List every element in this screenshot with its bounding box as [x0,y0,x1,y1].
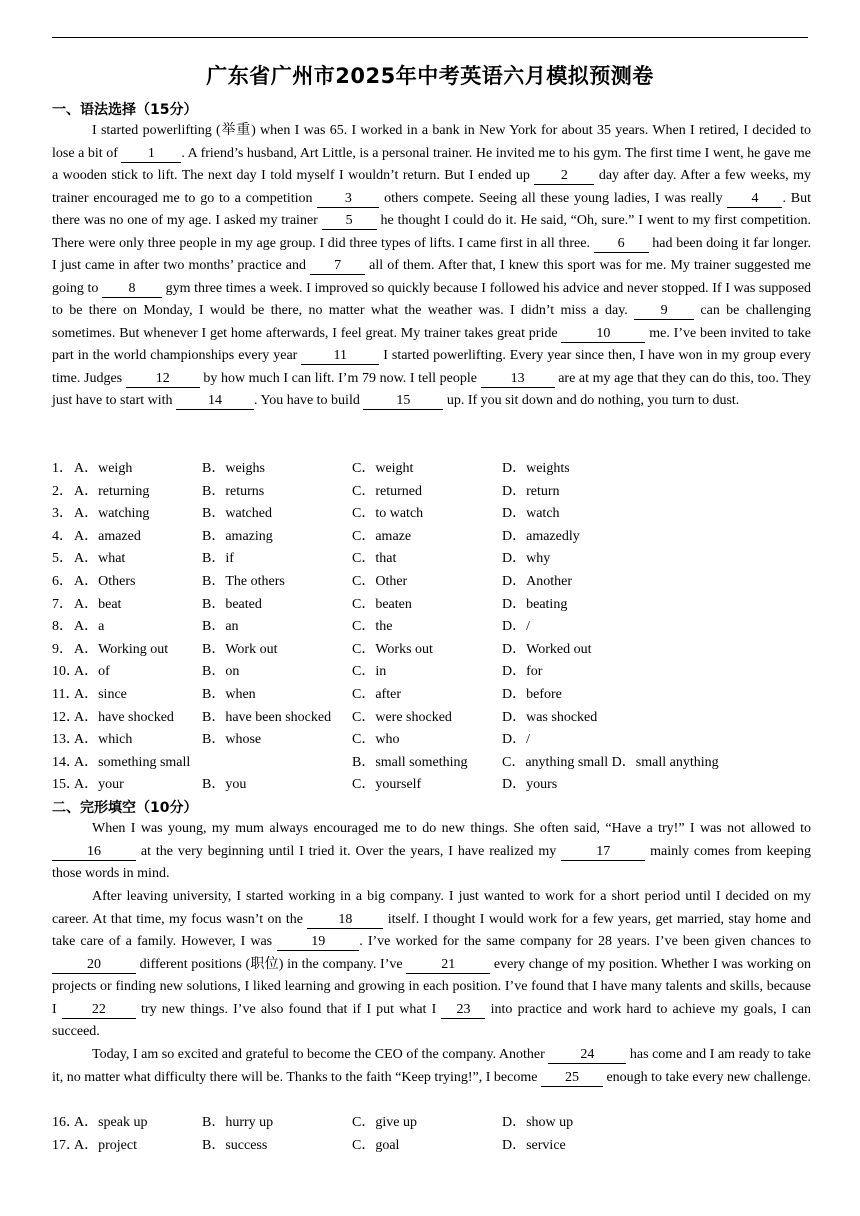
section1-options [52,458,812,797]
blank-9: 9 [634,302,694,320]
option-row-10: 10． A．of B．on C．in D．for [52,664,543,680]
blank-16: 16 [52,843,136,861]
section1-heading: 一、语法选择（15分） [52,102,198,118]
blank-24: 24 [548,1046,626,1064]
blank-10: 10 [561,325,645,343]
blank-12: 12 [126,370,200,388]
blank-20: 20 [52,956,136,974]
option-row-8: 8． A．a B．an C．the D．/ [52,619,530,635]
option-row-7: 7． A．beat B．beated C．beaten D．beating [52,596,568,612]
option-row-15: 15． A．your B．you C．yourself D．yours [52,777,558,793]
blank-13: 13 [481,370,555,388]
blank-7: 7 [310,257,365,275]
page-title: 广东省广州市2025年中考英语六月模拟预测卷 [206,64,654,88]
section2-para-2: After leaving university, I started working in a big company. I just wanted to work for a short period until I decided on my career. At that time, my focus wasn’t on the 18 itself. I thought I would work for a few years, get married, stay home and take care of a family. However, I was 19 . I’ve worked for the same company for 28 years. I’ve been given chances to 20 different positions (职位) in the company. I’ve 21 every change of my position. Whether I was working on projects or finding new solutions, I liked learning and growing in each position. I’ve found that I have many talents and skills, because I 22 try new things. I’ve also found that if I put what I 23 into practice and work hard to achieve my goals, I can succeed. [52,889,812,1039]
option-row-2: 2． A．returning B．returns C．returned D．return [52,483,560,499]
option-row-13: 13． A．which B．whose C．who D．/ [52,732,530,748]
blank-21: 21 [406,956,490,974]
blank-25: 25 [541,1069,603,1087]
blank-19: 19 [277,933,359,951]
option-row-9: 9． A．Working out B．Work out C．Works out D．Worked out [52,641,592,657]
option-row-1: 1． A．weigh B．weighs C．weight D．weights [52,461,570,476]
blank-2: 2 [534,167,594,185]
option-row-16: 16． A．speak up B．hurry up C．give up D．show up [52,1115,574,1130]
option-row-5: 5． A．what B．if C．that D．why [52,551,551,567]
option-row-14: 14． A．something small B．small something C．anything small D．small anything [52,754,719,770]
section2-para-3: Today, I am so excited and grateful to become the CEO of the company. Another 24 has come and I am ready to take it, no matter what difficulty there will be. Thanks to the faith “Keep trying!”, I become 25 enough to take every new challenge. [52,1047,811,1085]
blank-22: 22 [62,1001,136,1019]
blank-23: 23 [441,1001,485,1019]
section2-para-1: When I was young, my mum always encouraged me to do new things. She often said, “Have a try!” I was not allowed to 16 at the very beginning until I tried it. Over the years, I have realized my 17 mainly comes from keeping those words in mind. [52,821,811,881]
blank-5: 5 [322,212,377,230]
section2-options [52,1112,812,1157]
option-row-3: 3． A．watching B．watched C．to watch D．watch [52,506,560,522]
option-row-11: 11． A．since B．when C．after D．before [52,686,562,702]
section1-passage: I started powerlifting (举重) when I was 65. I worked in a bank in New York for about 35 years. When I retired, I decided to lose a bit of 1 . A friend’s husband, Art Little, is a personal trainer. He invited me to his gym. The first time I went, he gave me a wooden stick to lift. The next day I told myself I wouldn’t return. But I ended up 2 day after day. After a few weeks, my trainer encouraged me to go to a competition 3 others compete. Seeing all these young ladies, I was really 4 . But there was no one of my age. I asked my trainer 5 he thought I could do it. He said, “Oh, sure.” I went to my first competition. There were only three people in my age group. I did three types of lifts. I came first in all three. 6 had been doing it far longer. I just came in after two months’ practice and 7 all of them. After that, I knew this sport was for me. My trainer suggested me going to 8 gym three times a week. I improved so quickly because I followed his advice and never stopped. If I was supposed to be there on Monday, I would be there, no matter what the weather was. I didn’t miss a day. 9 can be challenging sometimes. But whenever I get home afterwards, I feel great. My trainer takes great pride 10 me. I’ve been invited to take part in the world championships every year 11 I started powerlifting. Every year since then, I have won in my group every time. Judges 12 by how much I can lift. I’m 79 now. I tell people 13 are at my age that they can do this, too. They just have to start with 14 . You have to build 15 up. If you sit down and do nothing, you turn to dust. [52,123,812,408]
section2-heading: 二、完形填空（10分） [52,800,198,816]
option-row-4: 4． A．amazed B．amazing C．amaze D．amazedly [52,528,580,544]
option-row-17: 17． A．project B．success C．goal D．service [52,1137,566,1153]
blank-1: 1 [121,145,181,163]
blank-3: 3 [317,190,379,208]
option-row-12: 12． A．have shocked B．have been shocked C．were shocked D．was shocked [52,709,598,725]
blank-18: 18 [307,911,383,929]
blank-8: 8 [102,280,162,298]
option-row-6: 6． A．Others B．The others C．Other D．Another [52,573,572,589]
blank-11: 11 [301,347,379,365]
blank-14: 14 [176,392,254,410]
blank-17: 17 [561,843,645,861]
blank-15: 15 [363,392,443,410]
top-rule [52,37,808,38]
blank-6: 6 [594,235,649,253]
blank-4: 4 [727,190,782,208]
